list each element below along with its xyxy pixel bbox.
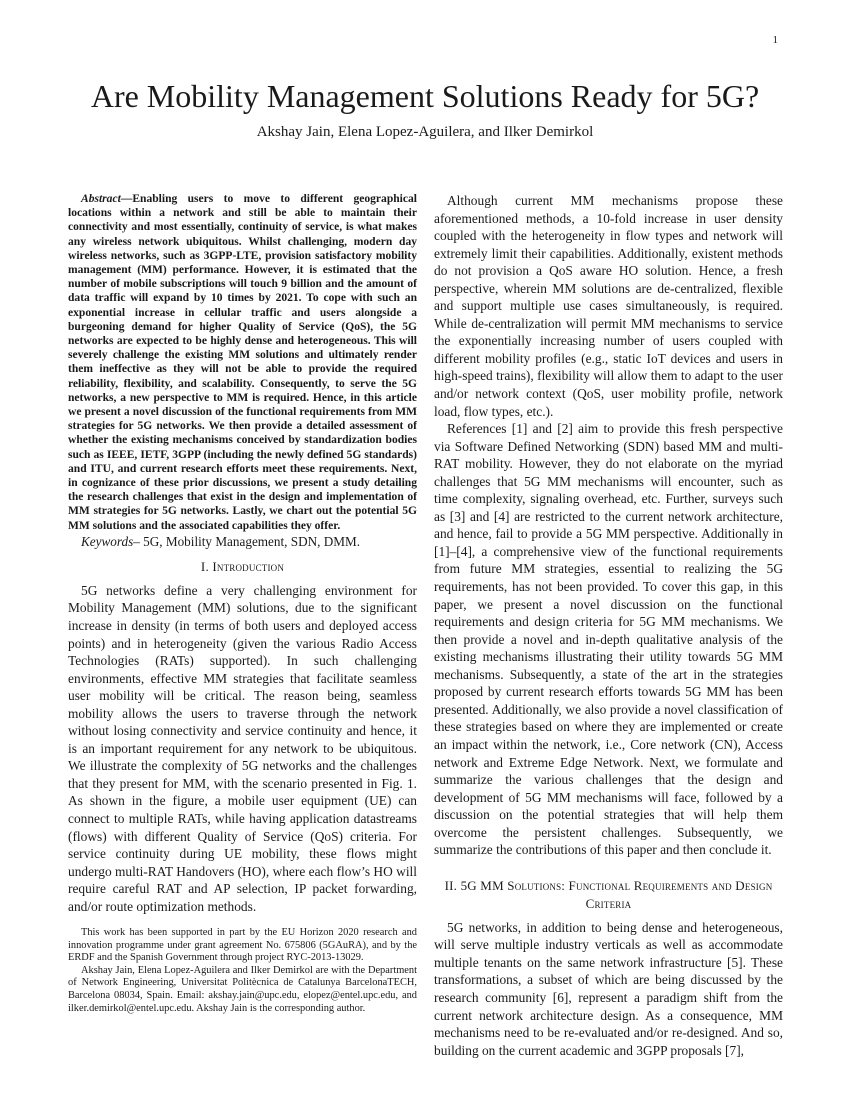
body-paragraph-1: Although current MM mechanisms propose these aforementioned methods, a 10-fold increase in user density coupled with the heterogeneity in flow types and network will extremely limit their capabilities. Additionally, existent methods do not provision a QoS aware HO solution. Hence, a fresh perspective, wherein MM solutions are de-centralized, flexible and support multiple use cases simultaneously, is required. While de-centralization will permit MM mechanisms to service the exponentially increasing number of users coupled with different mobility profiles (e.g., static IoT devices and users in high-speed trains), flexibility will allow them to adapt to the user and/or network context (QoS, user mobility profile, network load, flow types, etc.). [434, 193, 783, 419]
keywords-label: Keywords [81, 533, 134, 549]
abstract-text: —Enabling users to move to different geographical locations within a network and still be able to maintain their connectivity and most essentially, continuity of service, is what makes any wireless network ubiquitous. Whilst challenging, modern day wireless networks, such as 3GPP-LTE, provision satisfactory mobility management (MM) performance. However, it is estimated that the number of mobile subscriptions will touch 9 billion and the amount of data traffic will expand by 10 times by 2021. To cope with such an exponential increase in cellular traffic and users alongside a burgeoning demand for higher Quality of Service (QoS), the 5G networks are expected to be highly dense and heterogeneous. This will severely challenge the existing MM solutions and ultimately render them ineffective as they will not be able to provide the required reliability, flexibility, and scalability. Consequently, to serve the 5G networks, a new perspective to MM is required. Hence, in this article we present a novel discussion of the functional requirements from MM strategies for 5G networks. We then provide a detailed assessment of whether the existing mechanisms conceived by standardization bodies such as IEEE, IETF, 3GPP (including the newly defined 5G standards) and ITU, and current research efforts meet these requirements. Next, in cognizance of these prior discussions, we present a study detailing the research challenges that exist in the design and implementation of MM strategies for 5G networks. Lastly, we chart out the potential 5G MM solutions and the associated capabilities they offer. [68, 193, 417, 532]
body-paragraph-2: References [1] and [2] aim to provide this fresh perspective via Software Defined Networking (SDN) based MM and multi-RAT mobility. However, they do not elaborate on the myriad challenges that 5G MM mechanisms will encounter, such as time complexity, signaling overhead, etc. Further, surveys such as [3] and [4] are restricted to the current network architecture, and hence, fail to provide a 5G MM perspective. Additionally in [1]–[4], a comprehensive view of the functional requirements from future MM strategies, essential to realizing the 5G requirements, has not been provided. To cover this gap, in this paper, we present a novel discussion on the functional requirements and design criteria for 5G MM mechanisms. We then provide a novel and in-depth qualitative analysis of the existing mechanisms illustrating their utility towards 5G MM mechanisms. Subsequently, a state of the art in the strategies proposed by current research efforts towards 5G MM has been presented. Additionally, we also provide a novel classification of these strategies based on where they are implemented or create an impact within the network, i.e., Core network (CN), Access network and Extreme Edge Network. Next, we formulate and summarize the various challenges that the design and development of 5G MM mechanisms will face, followed by a discussion on the potential strategies that will help them overcome the persistent challenges. Subsequently, we summarize the contributions of this paper and then conclude it. [434, 421, 783, 858]
right-column [434, 192, 783, 1059]
footnote-affiliation: Akshay Jain, Elena Lopez-Aguilera and Ilker Demirkol are with the Department of Network Engineering, Universitat Politècnica de Catalunya BarcelonaTECH, Barcelona 08034, Spain. Email: akshay.jain@upc.edu, elopez@entel.upc.edu, and ilker.demirkol@entel.upc.edu. Akshay Jain is the corresponding author. [68, 964, 417, 1014]
section-heading-introduction: I. Introduction [200, 558, 285, 574]
left-column [68, 192, 417, 1015]
abstract [68, 192, 417, 533]
introduction-paragraph: 5G networks define a very challenging environment for Mobility Management (MM) solutions, due to the significant increase in density (in terms of both users and deployed access points) and in heterogeneity (given the various Radio Access Technologies (RATs) supported). In such challenging environments, effective MM strategies that facilitate seamless user mobility will be critical. The reason being, seamless mobility allows the users to traverse through the network without losing connectivity and service continuity and hence, it is an important requirement for any network to be ubiquitous. We illustrate the complexity of 5G networks and the challenges that they present for MM, with the scenario presented in Fig. 1. As shown in the figure, a mobile user equipment (UE) can connect to multiple RATs, while having application datastreams (flows) with different Quality of Service (QoS) criteria. For service continuity during UE mobility, these flows might undergo multi-RAT Handovers (HO), where each flow’s HO will require careful RAT and AP selection, IP packet forwarding, and/or route optimization methods. [68, 582, 417, 914]
footnote-funding: This work has been supported in part by the EU Horizon 2020 research and innovation programme under grant agreement No. 675806 (5GAuRA), and by the ERDF and the Spanish Government through project RYC-2013-13029. [68, 927, 417, 964]
section2-paragraph: 5G networks, in addition to being dense and heterogeneous, will serve multiple industry verticals as well as accommodate multiple tenants on the same network infrastructure [5]. These transformations, a subset of which are being discussed by the research community [6], represent a paradigm shift from the current network architecture design. As a consequence, MM mechanisms need to be re-evaluated and/or re-designed. And so, building on the current academic and 3GPP proposals [7], [434, 919, 783, 1058]
page-number: 1 [772, 34, 778, 46]
keywords-text: – 5G, Mobility Management, SDN, DMM. [133, 533, 361, 549]
footnotes [68, 927, 417, 1015]
section-heading-functional-requirements: II. 5G MM Solutions: Functional Requirements and Design Criteria [444, 877, 773, 911]
abstract-label: Abstract [81, 193, 121, 205]
keywords [68, 533, 417, 550]
paper-title: Are Mobility Management Solutions Ready for 5G? [90, 78, 760, 114]
author-list: Akshay Jain, Elena Lopez-Aguilera, and Ilker Demirkol [256, 124, 594, 140]
